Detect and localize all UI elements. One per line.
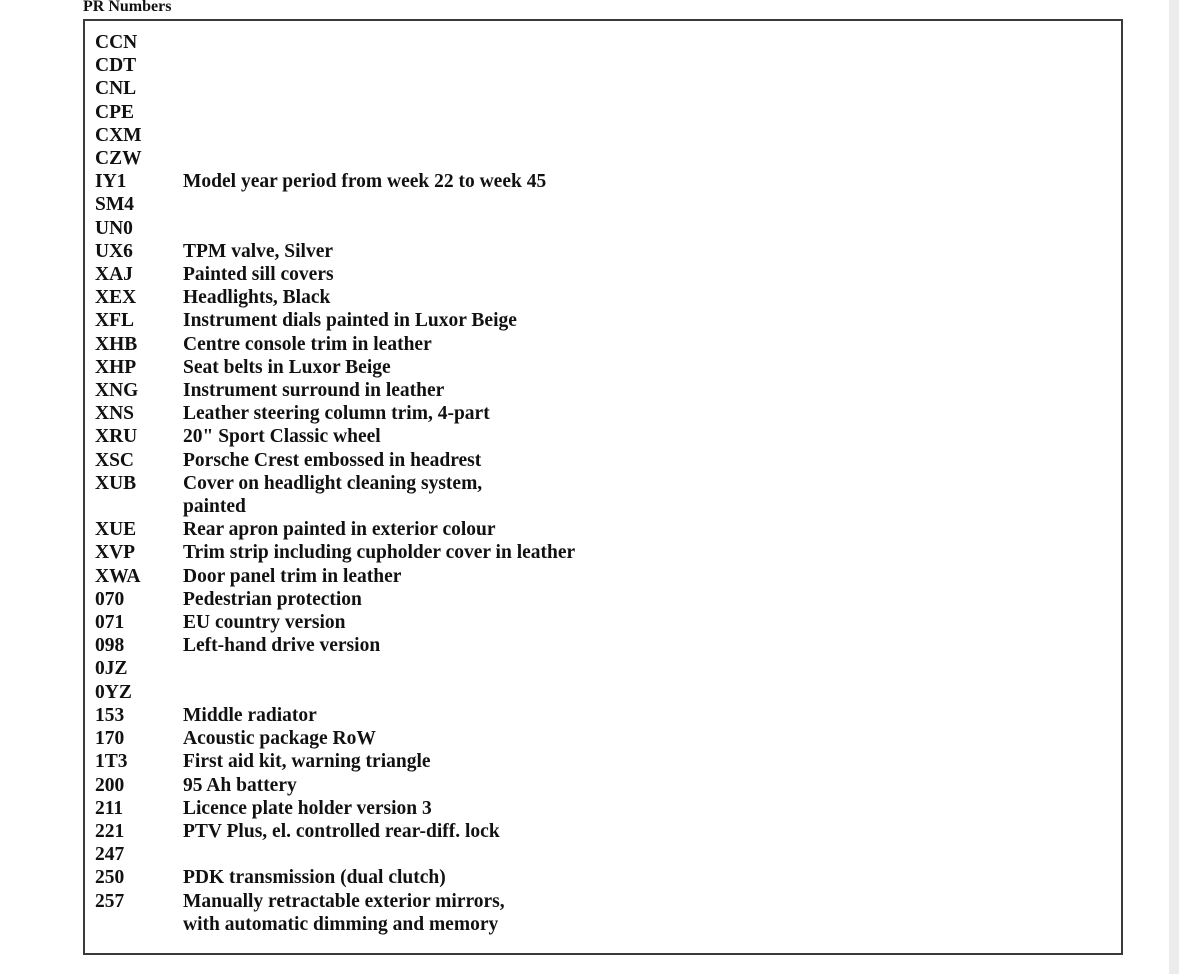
pr-code: 0JZ <box>95 658 128 680</box>
pr-row <box>95 472 1111 518</box>
pr-row <box>95 797 1111 820</box>
pr-code: CCN <box>95 32 138 53</box>
pr-code: IY1 <box>95 171 127 193</box>
pr-code: 250 <box>95 867 125 889</box>
pr-row <box>95 727 1111 750</box>
pr-description <box>183 77 1111 100</box>
pr-description: Painted sill covers <box>183 264 334 286</box>
pr-description: 95 Ah battery <box>183 774 297 796</box>
pr-row <box>95 866 1111 889</box>
pr-description: First aid kit, warning triangle <box>183 751 431 773</box>
pr-description <box>183 124 1111 147</box>
pr-code: 221 <box>95 820 125 842</box>
pr-row <box>95 309 1111 332</box>
pr-code: UX6 <box>95 240 133 262</box>
pr-row <box>95 240 1111 263</box>
pr-row <box>95 147 1111 170</box>
pr-description: Licence plate holder version 3 <box>183 797 432 819</box>
pr-row <box>95 774 1111 797</box>
pr-code: CPE <box>95 101 134 123</box>
pr-description <box>183 193 1111 216</box>
pr-row <box>95 333 1111 356</box>
pr-description: Instrument dials painted in Luxor Beige <box>183 310 517 332</box>
pr-row <box>95 77 1111 100</box>
pr-code: 170 <box>95 728 125 750</box>
pr-code: 098 <box>95 635 125 657</box>
pr-code: XEX <box>95 287 137 309</box>
pr-code: XFL <box>95 310 134 332</box>
pr-code: XHB <box>95 333 138 355</box>
pr-code: XUE <box>95 519 137 541</box>
pr-row <box>95 31 1111 54</box>
pr-row <box>95 217 1111 240</box>
pr-row <box>95 565 1111 588</box>
pr-numbers-box <box>83 19 1123 955</box>
pr-code: XHP <box>95 356 137 378</box>
pr-description: Rear apron painted in exterior colour <box>183 519 496 541</box>
pr-description: 20" Sport Classic wheel <box>183 426 381 448</box>
pr-code: XNS <box>95 403 135 425</box>
pr-code: 200 <box>95 774 125 796</box>
pr-code: XWA <box>95 565 141 587</box>
pr-row <box>95 379 1111 402</box>
pr-description: Headlights, Black <box>183 287 331 309</box>
pr-description: PDK transmission (dual clutch) <box>183 867 446 889</box>
section-heading: PR Numbers <box>83 0 172 15</box>
pr-row <box>95 263 1111 286</box>
pr-code: SM4 <box>95 194 134 216</box>
pr-code: CXM <box>95 124 142 146</box>
pr-description <box>183 54 1111 77</box>
pr-row <box>95 518 1111 541</box>
pr-row <box>95 425 1111 448</box>
pr-code: XRU <box>95 426 138 448</box>
pr-row <box>95 820 1111 843</box>
pr-row <box>95 193 1111 216</box>
pr-row <box>95 54 1111 77</box>
pr-description: TPM valve, Silver <box>183 240 334 262</box>
pr-description: Model year period from week 22 to week 45 <box>183 171 547 193</box>
pr-description: Pedestrian protection <box>183 588 362 610</box>
pr-row <box>95 634 1111 657</box>
pr-row <box>95 449 1111 472</box>
pr-code: 1T3 <box>95 751 128 773</box>
pr-code: CZW <box>95 148 142 170</box>
pr-description <box>183 31 1111 54</box>
pr-description: Porsche Crest embossed in headrest <box>183 449 482 471</box>
pr-row <box>95 286 1111 309</box>
pr-row <box>95 843 1111 866</box>
pr-description: Instrument surround in leather <box>183 380 445 402</box>
page-edge-strip <box>1169 0 1179 974</box>
pr-description: Door panel trim in leather <box>183 565 402 587</box>
pr-row <box>95 704 1111 727</box>
pr-code: XSC <box>95 449 135 471</box>
pr-code: 257 <box>95 890 125 912</box>
pr-numbers-list <box>95 31 1111 936</box>
pr-description: Manually retractable exterior mirrors, with automatic dimming and memory <box>183 890 505 935</box>
pr-row <box>95 541 1111 564</box>
pr-description: Trim strip including cupholder cover in leather <box>183 542 576 564</box>
pr-row <box>95 588 1111 611</box>
pr-description: Centre console trim in leather <box>183 333 432 355</box>
pr-row <box>95 402 1111 425</box>
pr-row <box>95 170 1111 193</box>
pr-code: 070 <box>95 588 125 610</box>
pr-code: XNG <box>95 380 139 402</box>
pr-row <box>95 124 1111 147</box>
pr-row <box>95 890 1111 936</box>
pr-description: Leather steering column trim, 4-part <box>183 403 490 425</box>
pr-description: Acoustic package RoW <box>183 728 376 750</box>
pr-code: 211 <box>95 797 124 819</box>
pr-code: XAJ <box>95 264 133 286</box>
pr-description <box>183 657 1111 680</box>
pr-description <box>183 147 1111 170</box>
pr-description: Cover on headlight cleaning system, painted <box>183 472 483 518</box>
pr-description <box>183 843 1111 866</box>
pr-row <box>95 611 1111 634</box>
pr-code: XUB <box>95 472 137 494</box>
pr-description: Middle radiator <box>183 704 317 726</box>
pr-code: 247 <box>95 844 125 866</box>
pr-description: Left-hand drive version <box>183 635 381 657</box>
pr-code: 071 <box>95 612 125 634</box>
pr-code: 153 <box>95 704 125 726</box>
pr-description: PTV Plus, el. controlled rear-diff. lock <box>183 820 500 842</box>
pr-row <box>95 681 1111 704</box>
pr-row <box>95 750 1111 773</box>
pr-code: CDT <box>95 55 137 77</box>
pr-row <box>95 101 1111 124</box>
pr-description <box>183 101 1111 124</box>
pr-code: UN0 <box>95 217 133 239</box>
pr-code: CNL <box>95 78 137 100</box>
pr-row <box>95 356 1111 379</box>
pr-description: EU country version <box>183 612 346 634</box>
pr-description <box>183 681 1111 704</box>
pr-row <box>95 657 1111 680</box>
pr-code: XVP <box>95 542 136 564</box>
pr-code: 0YZ <box>95 681 132 703</box>
pr-description <box>183 217 1111 240</box>
pr-description: Seat belts in Luxor Beige <box>183 356 391 378</box>
